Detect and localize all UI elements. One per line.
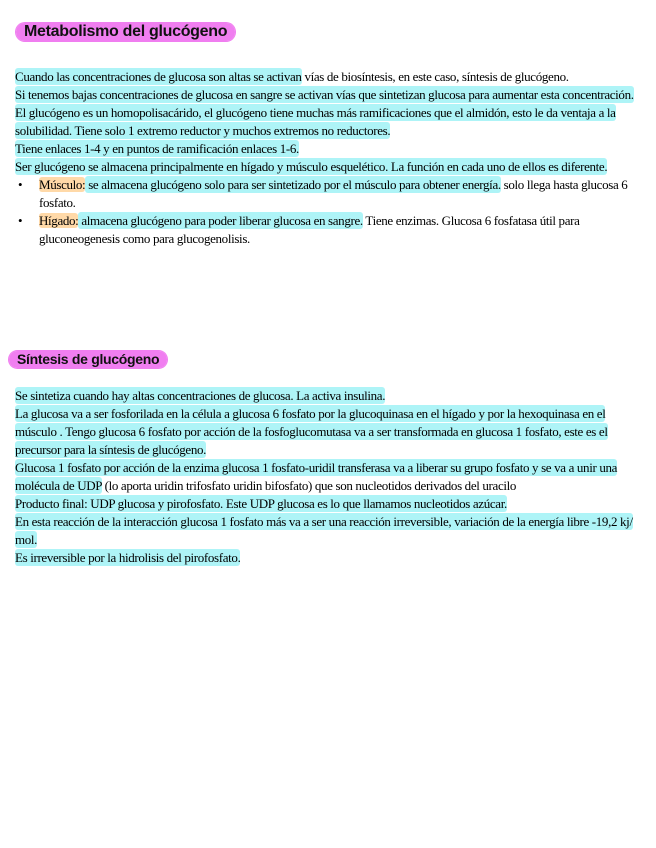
highlighted-text: se almacena glucógeno solo para ser sintetizado por el músculo para obtener energía. — [85, 177, 501, 192]
paragraph — [15, 513, 635, 549]
highlighted-text: Cuando las concentraciones de glucosa son altas se activan — [15, 69, 302, 84]
section-title-sintesis — [9, 351, 167, 367]
highlighted-text: Producto final: UDP glucosa y pirofosfato. Este UDP glucosa es lo que llamamos nucleotidos azúcar. — [15, 496, 507, 511]
heading-highlight: Síntesis de glucógeno — [9, 351, 167, 368]
highlighted-text: Se sintetiza cuando hay altas concentraciones de glucosa. La activa insulina. — [15, 388, 386, 403]
paragraph — [15, 68, 635, 86]
plain-text: Tiene enzimas. Glucosa 6 fosfatasa útil para gluconeogenesis como para glucogenolisis. — [39, 213, 580, 246]
highlighted-text: Glucosa 1 fosfato por acción de la enzima glucosa 1 fosfato-uridil transferasa va a liberar su grupo fosfato y se va a unir una molécula de UDP — [15, 460, 618, 493]
plain-text: solo llega hasta glucosa 6 fosfato. — [39, 177, 628, 210]
paragraph — [15, 86, 635, 104]
paragraph — [15, 495, 635, 513]
paragraph — [15, 104, 635, 140]
bullet-list — [15, 176, 635, 248]
heading-highlight: Metabolismo del glucógeno — [16, 23, 235, 41]
paragraph — [15, 140, 635, 158]
paragraph — [15, 405, 635, 459]
bullet-icon: • — [18, 177, 23, 192]
list-item — [15, 176, 635, 212]
term-highlight: Músculo: — [39, 177, 86, 192]
section-title-metabolismo — [16, 23, 235, 41]
highlighted-text: Si tenemos bajas concentraciones de glucosa en sangre se activan vías que sintetizan glucosa para aumentar esta concentración. — [15, 87, 634, 102]
paragraph — [15, 549, 635, 567]
bullet-icon: • — [18, 213, 23, 228]
paragraph — [15, 158, 635, 176]
paragraph — [15, 459, 635, 495]
list-item — [15, 212, 635, 248]
highlighted-text: Es irreversible por la hidrolisis del pirofosfato. — [15, 550, 241, 565]
paragraph — [15, 387, 635, 405]
section-body-sintesis — [15, 387, 635, 567]
highlighted-text: En esta reacción de la interacción glucosa 1 fosfato más va a ser una reacción irreversible, variación de la energía libre -19,2 kj/ mol. — [15, 514, 633, 547]
highlighted-text: El glucógeno es un homopolisacárido, el glucógeno tiene muchas más ramificaciones que el almidón, esto le da ventaja a la solubilidad. Tiene solo 1 extremo reductor y muchos extremos no reductores. — [15, 105, 616, 138]
term-highlight: Hígado: — [39, 213, 79, 228]
section-body-metabolismo — [15, 68, 635, 248]
plain-text: vías de biosíntesis, en este caso, síntesis de glucógeno. — [301, 69, 569, 84]
highlighted-text: Tiene enlaces 1-4 y en puntos de ramificación enlaces 1-6. — [15, 141, 299, 156]
highlighted-text: Ser glucógeno se almacena principalmente en hígado y músculo esquelético. La función en cada uno de ellos es diferente. — [15, 159, 608, 174]
highlighted-text: almacena glucógeno para poder liberar glucosa en sangre. — [78, 213, 363, 228]
highlighted-text: La glucosa va a ser fosforilada en la célula a glucosa 6 fosfato por la glucoquinasa en el hígado y por la hexoquinasa en el músculo . Tengo glucosa 6 fosfato por acción de la fosfoglucomutasa va a ser transformada en glucosa 1 fosfato, este es el precursor para la síntesis de glucógeno. — [15, 406, 608, 457]
plain-text: (lo aporta uridin trifosfato uridin bifosfato) que son nucleotidos derivados del uracilo — [101, 478, 517, 493]
